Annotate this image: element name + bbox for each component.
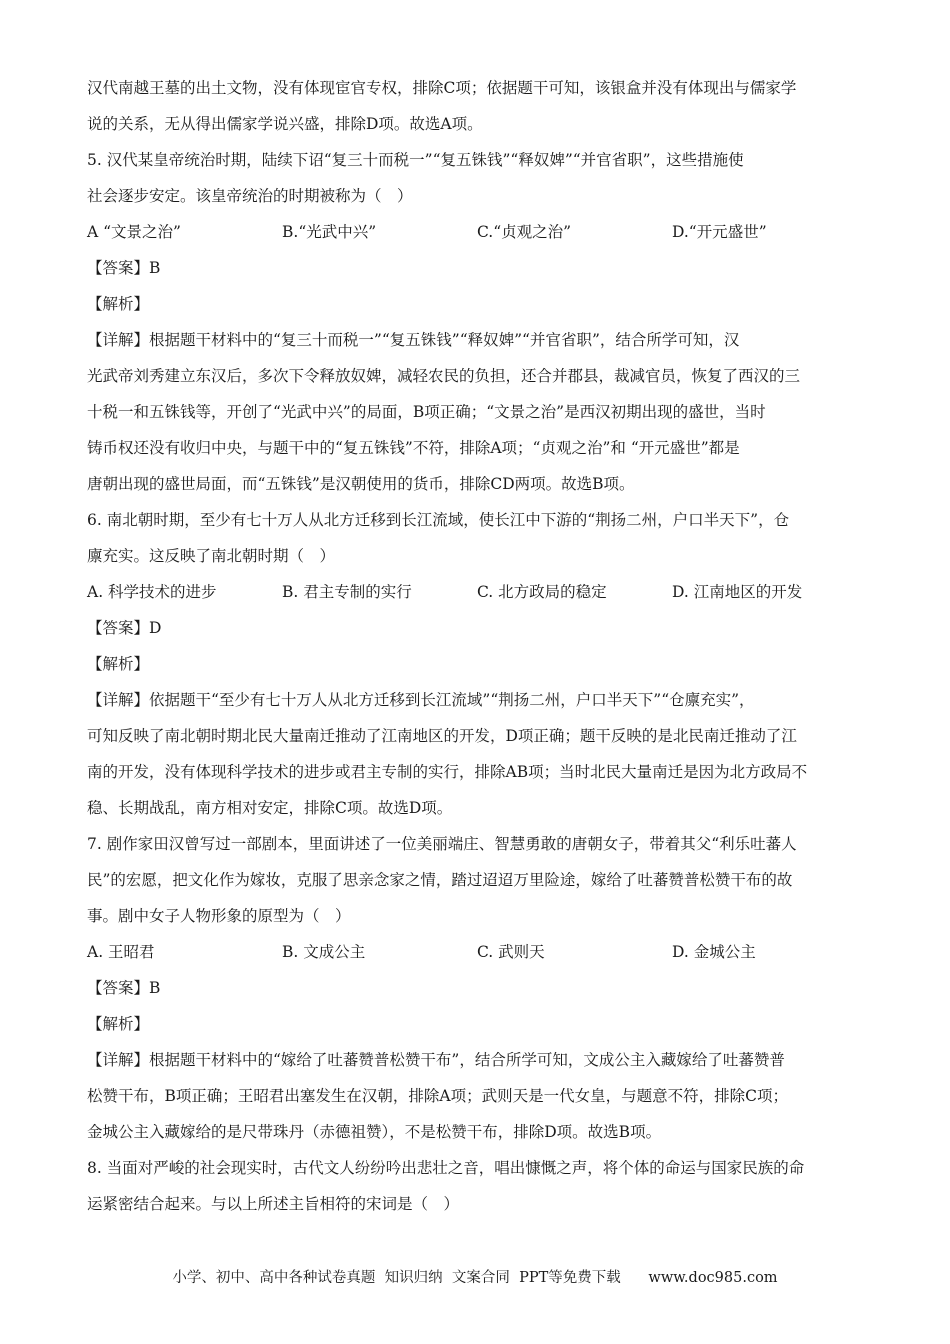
text-line: 松赞干布，B项正确；王昭君出塞发生在汉朝，排除A项；武则天是一代女皇，与题意不符，排除C项； xyxy=(87,1087,788,1105)
question-stem xyxy=(87,502,867,574)
answer-label: 【答案】B xyxy=(87,259,161,277)
page-footer: 小学、初中、高中各种试卷真题 知识归纳 文案合同 PPT等免费下载 www.doc985.com xyxy=(172,1270,778,1286)
options-row xyxy=(87,934,867,970)
text-line: 光武帝刘秀建立东汉后，多次下令释放奴婢，减轻农民的负担，还合并郡县，裁减官员，恢复了西汉的三 xyxy=(87,367,801,385)
options-row xyxy=(87,574,867,610)
answer-label: 【答案】B xyxy=(87,979,161,997)
text-line: 稳、长期战乱，南方相对安定，排除C项。故选D项。 xyxy=(87,799,453,817)
detail-paragraph xyxy=(87,682,867,826)
detail-paragraph xyxy=(87,1042,867,1150)
text-line: 7. 剧作家田汉曾写过一部剧本，里面讲述了一位美丽端庄、智慧勇敢的唐朝女子，带着其父“利乐吐蕃人 xyxy=(87,835,797,853)
text-line: 民”的宏愿，把文化作为嫁妆，克服了思亲念家之情，踏过迢迢万里险途，嫁给了吐蕃赞普松赞干布的故 xyxy=(87,871,793,889)
question-stem xyxy=(87,1150,867,1222)
intro-paragraph xyxy=(87,70,867,142)
text-line: 5. 汉代某皇帝统治时期，陆续下诏“复三十而税一”“复五铢钱”“释奴婢”“并官省职”，这些措施使 xyxy=(87,151,744,169)
analysis-label: 【解析】 xyxy=(87,1015,150,1033)
option-d: D. 江南地区的开发 xyxy=(672,583,803,601)
text-line: 廪充实。这反映了南北朝时期（ ） xyxy=(87,547,336,565)
option-a: A “文景之治” xyxy=(87,223,181,241)
option-a: A. 王昭君 xyxy=(87,943,155,961)
option-b: B. 文成公主 xyxy=(282,943,366,961)
option-b: B. 君主专制的实行 xyxy=(282,583,412,601)
answer-label: 【答案】D xyxy=(87,619,162,637)
document-body xyxy=(87,70,867,1222)
analysis-label: 【解析】 xyxy=(87,295,150,313)
option-a: A. 科学技术的进步 xyxy=(87,583,217,601)
text-line: 社会逐步安定。该皇帝统治的时期被称为（ ） xyxy=(87,187,413,205)
text-line: 金城公主入藏嫁给的是尺带珠丹（赤德祖赞），不是松赞干布，排除D项。故选B项。 xyxy=(87,1123,662,1141)
text-line: 运紧密结合起来。与以上所述主旨相符的宋词是（ ） xyxy=(87,1195,460,1213)
question-5 xyxy=(87,142,867,502)
options-row xyxy=(87,214,867,250)
text-line: 事。剧中女子人物形象的原型为（ ） xyxy=(87,907,351,925)
text-line: 唐朝出现的盛世局面，而“五铢钱”是汉朝使用的货币，排除CD两项。故选B项。 xyxy=(87,475,635,493)
option-d: D.“开元盛世” xyxy=(672,223,767,241)
text-line: 8. 当面对严峻的社会现实时，古代文人纷纷吟出悲壮之音，唱出慷慨之声，将个体的命运与国家民族的命 xyxy=(87,1159,805,1177)
option-d: D. 金城公主 xyxy=(672,943,756,961)
text-line: 6. 南北朝时期，至少有七十万人从北方迁移到长江流域，使长江中下游的“荆扬二州，户口半天下”，仓 xyxy=(87,511,790,529)
text-line: 【详解】根据题干材料中的“复三十而税一”“复五铢钱”“释奴婢”“并官省职”，结合所学可知，汉 xyxy=(87,331,740,349)
option-c: C.“贞观之治” xyxy=(477,223,572,241)
text-line: 可知反映了南北朝时期北民大量南迁推动了江南地区的开发，D项正确；题干反映的是北民南迁推动了江 xyxy=(87,727,797,745)
question-stem xyxy=(87,826,867,934)
analysis-label: 【解析】 xyxy=(87,655,150,673)
question-6 xyxy=(87,502,867,826)
question-7 xyxy=(87,826,867,1150)
text-line: 十税一和五铢钱等，开创了“光武中兴”的局面，B项正确；“文景之治”是西汉初期出现的盛世，当时 xyxy=(87,403,766,421)
option-c: C. 北方政局的稳定 xyxy=(477,583,607,601)
text-line: 汉代南越王墓的出土文物，没有体现宦官专权，排除C项；依据题干可知，该银盒并没有体现出与儒家学 xyxy=(87,79,797,97)
option-b: B.“光武中兴” xyxy=(282,223,377,241)
question-8 xyxy=(87,1150,867,1222)
text-line: 【详解】根据题干材料中的“嫁给了吐蕃赞普松赞干布”，结合所学可知，文成公主入藏嫁给了吐蕃赞普 xyxy=(87,1051,785,1069)
detail-paragraph xyxy=(87,322,867,502)
text-line: 说的关系，无从得出儒家学说兴盛，排除D项。故选A项。 xyxy=(87,115,483,133)
text-line: 铸币权还没有收归中央，与题干中的“复五铢钱”不符，排除A项；“贞观之治”和 “开元盛世”都是 xyxy=(87,439,740,457)
option-c: C. 武则天 xyxy=(477,943,545,961)
text-line: 【详解】依据题干“至少有七十万人从北方迁移到长江流域”“荆扬二州，户口半天下”“仓廪充实”， xyxy=(87,691,755,709)
text-line: 南的开发，没有体现科学技术的进步或君主专制的实行，排除AB项；当时北民大量南迁是因为北方政局不 xyxy=(87,763,808,781)
question-stem xyxy=(87,142,867,214)
